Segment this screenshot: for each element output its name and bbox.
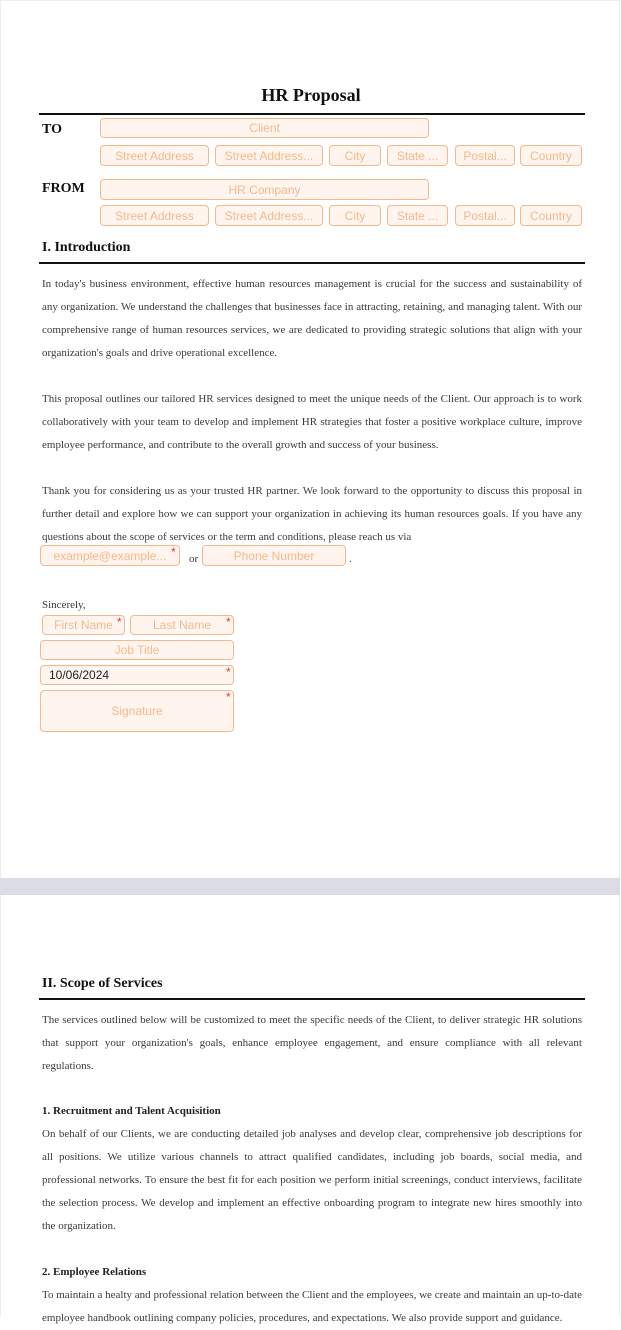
first-name-required-mark: * [117, 615, 122, 629]
signature-required-mark: * [226, 690, 231, 704]
date-required-mark: * [226, 665, 231, 679]
introduction-paragraph-1: In today's business environment, effective human resources management is crucial for the success and sustainability of any organization. We understand the challenges that businesses face in attracting, retaining, and managing talent. With our comprehensive range of human resources services, we are dedicated to providing strategic solutions that align with your organization's goals and drive operational excellence. [42, 278, 582, 359]
introduction-rule [39, 262, 585, 264]
recruitment-heading: 1. Recruitment and Talent Acquisition [42, 1105, 221, 1117]
to-label: TO [42, 122, 62, 137]
from-label: FROM [42, 181, 85, 196]
from-state-field[interactable]: State ... [387, 205, 448, 226]
first-name-field[interactable]: First Name [42, 615, 125, 635]
from-street-address-line2-field[interactable]: Street Address... [215, 205, 323, 226]
scope-heading: II. Scope of Services [42, 976, 163, 991]
last-name-required-mark: * [226, 615, 231, 629]
introduction-paragraph-2: This proposal outlines our tailored HR services designed to meet the unique needs of the Client. Our approach is to work collaboratively with your team to develop and implement HR strategies that foster a positive workplace culture, improve employee performance, and contribute to the overall growth and success of your business. [42, 393, 582, 451]
title-rule [39, 113, 585, 115]
sincerely-text: Sincerely, [42, 599, 86, 611]
email-field[interactable]: example@example... [40, 545, 180, 566]
to-country-field[interactable]: Country [520, 145, 582, 166]
from-postal-field[interactable]: Postal... [455, 205, 515, 226]
employee-relations-heading: 2. Employee Relations [42, 1266, 147, 1278]
hr-company-field[interactable]: HR Company [100, 179, 429, 200]
introduction-paragraph-3: Thank you for considering us as your trusted HR partner. We look forward to the opportunity to discuss this proposal in further detail and explore how we can support your organization in achieving its human resources goals. If you have any questions about the scope of services or the term and conditions, please reach us via [42, 485, 582, 543]
page-separator [0, 878, 620, 895]
from-city-field[interactable]: City [329, 205, 381, 226]
recruitment-paragraph: On behalf of our Clients, we are conducting detailed job analyses and develop clear, comprehensive job descriptions for all positions. We utilize various channels to attract qualified candidates, including job boards, social media, and professional networks. To ensure the best fit for each position we perform initial screenings, conduct interviews, facilitate the selection process. We develop and implement an effective onboarding program to integrate new hires smoothly into the organization. [42, 1128, 582, 1232]
from-country-field[interactable]: Country [520, 205, 582, 226]
client-field[interactable]: Client [100, 118, 429, 138]
to-city-field[interactable]: City [329, 145, 381, 166]
to-postal-field[interactable]: Postal... [455, 145, 515, 166]
from-street-address-field[interactable]: Street Address [100, 205, 209, 226]
document-title: HR Proposal [261, 85, 361, 105]
signature-field[interactable]: Signature [40, 690, 234, 732]
job-title-field[interactable]: Job Title [40, 640, 234, 660]
page-2 [0, 895, 620, 1324]
employee-relations-paragraph: To maintain a healty and professional relation between the Client and the employees, we create and maintain an up-to-date employee handbook outlining company policies, procedures, and expectations. We also provide support and guidance. [42, 1289, 582, 1324]
date-field[interactable]: 10/06/2024 [40, 665, 234, 685]
to-street-address-line2-field[interactable]: Street Address... [215, 145, 323, 166]
scope-intro-paragraph: The services outlined below will be customized to meet the specific needs of the Client, to deliver strategic HR solutions that support your organization's goals, enhance employee engagement, and ensure compliance with all relevant regulations. [42, 1014, 582, 1072]
phone-number-field[interactable]: Phone Number [202, 545, 346, 566]
to-state-field[interactable]: State ... [387, 145, 448, 166]
sentence-period: . [349, 553, 352, 565]
scope-rule [39, 998, 585, 1000]
introduction-heading: I. Introduction [42, 240, 131, 255]
last-name-field[interactable]: Last Name [130, 615, 234, 635]
email-required-mark: * [171, 545, 176, 559]
or-text: or [189, 553, 199, 565]
to-street-address-field[interactable]: Street Address [100, 145, 209, 166]
